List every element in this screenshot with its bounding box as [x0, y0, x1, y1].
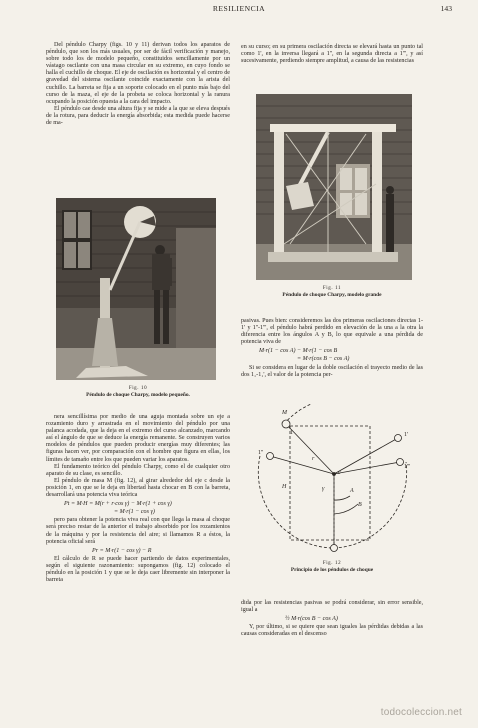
paragraph: El fundamento teórico del péndulo Charpy, como el de cualquier otro aparato de su clase, es sencillo. [46, 463, 230, 477]
fig12-diagram [250, 404, 420, 556]
running-header [0, 4, 478, 18]
paragraph: pero para obtener la potencia viva real con que llega la masa al choque será preciso restar de la anterior el trabajo absorbido por los rozamientos de la máquina y por la resistencia del aire; si llamamos R a éstos, la potencia oficial será [46, 517, 230, 545]
formula: = M·r(1 − cos γ) [114, 509, 155, 516]
paragraph: Y, por último, si se quiere que sean iguales las pérdidas debidas a las causas consideradas en el descenso [241, 624, 423, 638]
col2-bottom-text [241, 600, 423, 638]
diagram-label-1: 1 [290, 430, 293, 436]
col1-bottom-text [46, 414, 230, 584]
formula: = M·r(cos B − cos A) [297, 356, 350, 363]
diagram-label-1-double-prime: 1'' [258, 450, 264, 456]
paragraph: El cálculo de R se puede hacer partiendo de datos experimentales, según el siguiente razonamiento: supongamos (fig. 12) colocado el péndulo en la posición 1 y que se le deja caer libremente sin interponer la barreta [46, 555, 230, 584]
diagram-label-c: c [338, 470, 341, 476]
fig12-label: Fig. 12 [322, 561, 342, 566]
formula: Pt = M·H = M(r + r·cos γ) − M·r(1 + cos γ) [64, 501, 172, 508]
fig10-photo [56, 198, 216, 380]
fig11-photo [256, 94, 412, 280]
fig10-label: Fig. 10 [128, 386, 148, 391]
formula: ½ M·r(cos B − cos A) [285, 616, 338, 623]
watermark: todocoleccion.net [380, 707, 462, 718]
paragraph: El péndulo cae desde una altura fija y se mide a la que se eleva después de la rotura, para deducir la energía absorbida; esta medida puede hacerse de ma- [46, 105, 230, 127]
formula: M·r(1 − cos A) − M·r(1 − cos B [259, 348, 338, 355]
diagram-label-A: A [350, 488, 354, 494]
col2-mid-text [241, 318, 423, 379]
diagram-label-B: B [358, 502, 362, 508]
diagram-label-gamma: γ [322, 486, 325, 492]
diagram-label-r: r [312, 456, 315, 462]
running-title: RESILIENCIA [212, 4, 266, 13]
fig11-caption-text: Péndulo de choque Charpy, modelo grande [282, 292, 382, 298]
diagram-label-1-prime: 1' [404, 432, 409, 438]
col1-top-text [46, 42, 230, 127]
page-number: 143 [440, 4, 452, 13]
fig12-caption-text: Principio de los péndulos de choque [290, 567, 374, 573]
paragraph: en su curso; en su primera oscilación directa se elevará hasta un punto tal como 1', en la inversa llegará a 1'', en la segunda directa a 1''', y así sucesivamente, perdiendo siempre amplitud, a causa de las resistencias [241, 44, 423, 65]
paragraph: Del péndulo Charpy (figs. 10 y 11) derivan todos los aparatos de péndulo, que son los más usuales, por ser de fácil verificación y manejo, sobre todo los de modelo pequeño, constituidos sencillamente por un vástago oscilante con una masa circular en su extremo, en cuyo fondo se halla el cuchillo de choque. El eje de oscilación es horizontal y el centro de gravedad del sistema oscilante coincide exactamente con la arista del cuchillo. La barreta se fija a un soporte colocado en el punto más bajo del curso de la maza, el eje de la probeta se coloca horizontal y la ranura ocupando la posición opuesta a la cara del impacto. [46, 42, 230, 105]
paragraph: Si se considera en lugar de la doble oscilación el trayecto medio de las dos 1₁-1₁', el valor de la potencia per- [241, 364, 423, 378]
diagram-label-1-triple-prime: 1''' [404, 464, 411, 470]
formula: Pr = M·r(1 − cos γ) − R [92, 547, 152, 554]
paragraph: nera sencillísima por medio de una aguja montada sobre un eje a rozamiento duro y arrastrada en el movimiento del péndulo por una palanca acodada, que la deja en el extremo del curso alcanzado, marcando así el ángulo de que se deduce la energía remanente. Se construyen varios modelos de péndulos que pueden producir energías muy diferentes; las figuras hacen ver, por comparación con el hombre que figura en ellas, los límites de tamaño entre los que pueden variar los aparatos. [46, 414, 230, 463]
fig10-caption [46, 385, 230, 399]
paragraph: dida por las resistencias pasivas se podrá considerar, sin error sensible, igual a [241, 600, 423, 614]
col2-top-text [241, 44, 423, 65]
paragraph: El péndulo de masa M (fig. 12), al girar alrededor del eje c desde la posición 1, en que se le deja en libertad hasta chocar en B con la barreta, desarrollará una potencia viva teórica [46, 477, 230, 499]
fig10-caption-text: Péndulo de choque Charpy, modelo pequeño. [86, 392, 190, 398]
fig12-caption [241, 560, 423, 574]
fig11-caption [241, 285, 423, 299]
fig11-label: Fig. 11 [322, 286, 342, 291]
diagram-label-M: M [282, 410, 287, 416]
paragraph: pasivas. Pues bien: consideremos las dos primeras oscilaciones directas 1-1' y 1''-1''', el péndulo habrá perdido en elevación de la una a la otra la diferencia entre los ángulos A y B, lo que equivale a una pérdida de potencia viva de [241, 318, 423, 346]
diagram-label-H: H [282, 484, 287, 490]
